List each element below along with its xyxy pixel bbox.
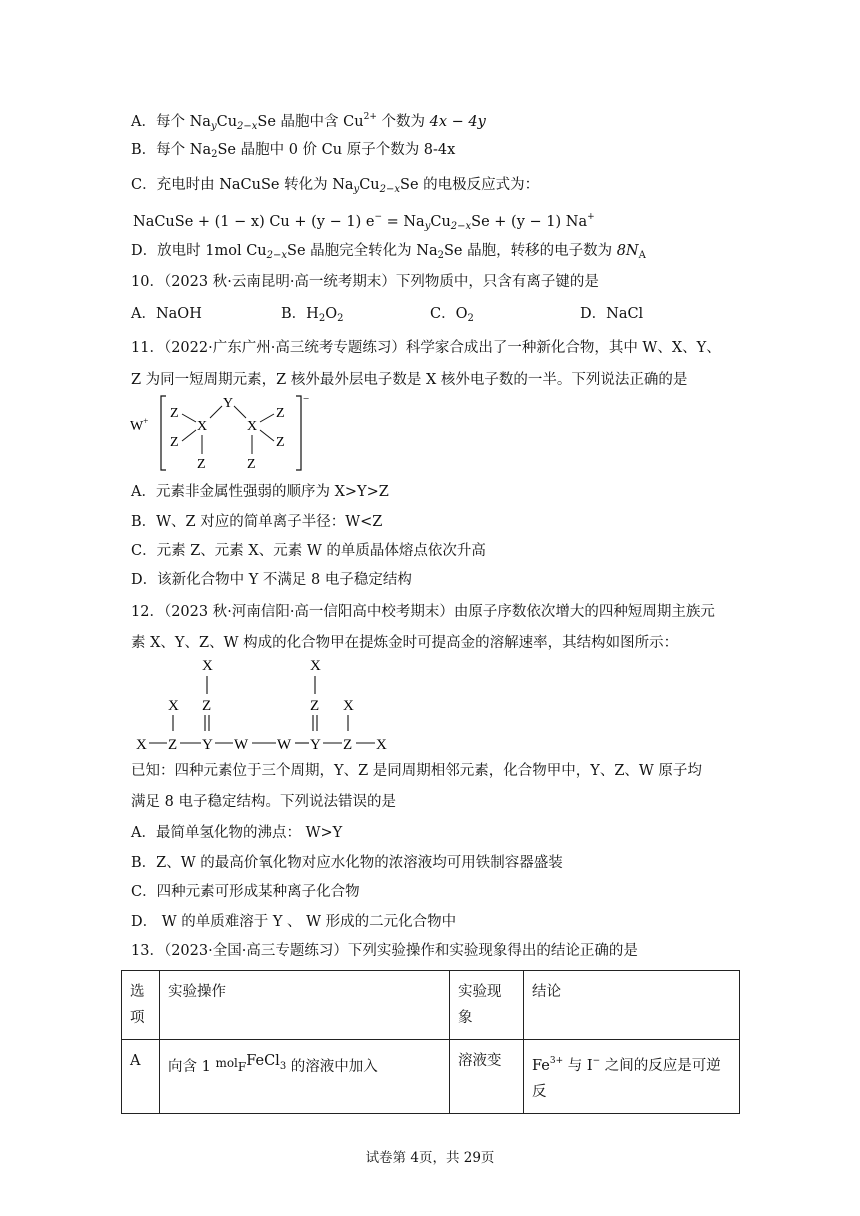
q12-atom-x-chain-right: X: [376, 737, 387, 753]
q11-anion-charge: −: [303, 393, 310, 405]
q11-bond-y-xr: [234, 406, 246, 418]
q12-option-a: A．最简单氢化物的沸点： W>Y: [131, 825, 343, 841]
q9-option-c: C．充电时由 NaCuSe 转化为 $Na_yCu_{2-x}Se$ 的电极反应式为：: [131, 177, 540, 195]
q12-atom-w-chain-left: W: [234, 737, 249, 753]
q12-atom-z-upper-right: Z: [310, 698, 320, 714]
q11-atom-z-2: Z: [170, 435, 179, 450]
row-phenomenon: 溶液变: [450, 1040, 524, 1114]
q9-option-b: B．每个 $Na_2Se$ 晶胞中 0 价 Cu 原子个数为 8-4x: [131, 142, 456, 160]
q11-bond-z1-xl: [182, 414, 196, 422]
q12-atom-x-top-left: X: [202, 658, 213, 674]
q11-atom-z-4: Z: [276, 406, 285, 421]
q11-atom-z-5: Z: [276, 435, 285, 450]
q11-atom-x-left: X: [197, 419, 208, 434]
q12-atom-z-chain-right: Z: [343, 737, 353, 753]
row-conclusion: $Fe^{3+}$ 与 I− 之间的反应是可逆反: [524, 1040, 740, 1114]
q9-option-a: A．每个 $Na_yCu_{2-x}Se$ 晶胞中含 $Cu^{2+}$ 个数为 4x − 4y: [131, 112, 486, 132]
q12-note-line2: 满足 8 电子稳定结构。下列说法错误的是: [131, 794, 396, 810]
q12-atom-z-chain-left: Z: [168, 737, 178, 753]
q10-stem: 10．（2023 秋·云南昆明·高一统考期末）下列物质中，只含有离子键的是: [131, 274, 599, 290]
q12-stem-line2: 素 X、Y、Z、W 构成的化合物甲在提炼金时可提高金的溶解速率，其结构如图所示：: [131, 635, 679, 651]
page-footer: 试卷第 4页，共 29页: [365, 1150, 495, 1166]
q13-experiment-table: [121, 970, 740, 1114]
q12-atom-y-chain-right: Y: [310, 737, 321, 753]
q12-atom-x-upper-right: X: [343, 698, 354, 714]
q12-atom-z-upper-left: Z: [202, 698, 212, 714]
q11-cation: W+: [130, 416, 149, 434]
q10-option-a: A．NaOH: [131, 306, 202, 322]
q11-option-b: B．W、Z 对应的简单离子半径：W<Z: [131, 514, 383, 530]
q12-note-line1: 已知：四种元素位于三个周期，Y、Z 是同周期相邻元素，化合物甲中，Y、Z、W 原子均: [131, 763, 702, 779]
q12-atom-x-upper-left: X: [168, 698, 179, 714]
row-option: A: [122, 1040, 160, 1114]
q11-option-a: A．元素非金属性强弱的顺序为 X>Y>Z: [131, 484, 389, 500]
q12-option-d: D． W 的单质难溶于 Y 、 W 形成的二元化合物中: [131, 914, 457, 930]
table-header-phenomenon: 实验现象: [450, 971, 524, 1040]
q12-option-c: C．四种元素可形成某种离子化合物: [131, 884, 360, 900]
table-row: [122, 1040, 740, 1114]
q11-structure-diagram: [128, 392, 318, 474]
table-header-conclusion: 结论: [524, 971, 740, 1040]
q11-right-bracket: [296, 396, 301, 470]
q11-atom-y: Y: [223, 396, 234, 411]
q11-bond-z5-xr: [260, 430, 274, 441]
table-header-operation: 实验操作: [160, 971, 450, 1040]
q11-option-d: D．该新化合物中 Y 不满足 8 电子稳定结构: [131, 572, 412, 588]
q9-option-c-equation: NaCuSe + (1 − x) Cu + (y − 1) $e^- = Na_yCu_{2-x}Se + (y - 1)$ Na+: [133, 212, 595, 232]
q12-structure-diagram: [132, 654, 402, 756]
q12-atom-y-chain-left: Y: [202, 737, 213, 753]
table-header-option: 选项: [122, 971, 160, 1040]
q12-stem-line1: 12．（2023 秋·河南信阳·高一信阳高中校考期末）由原子序数依次增大的四种短周期主族元: [131, 604, 715, 620]
q10-option-c: C．$O_2$: [430, 306, 474, 324]
q11-stem-line2: Z 为同一短周期元素，Z 核外最外层电子数是 X 核外电子数的一半。下列说法正确的是: [131, 372, 688, 388]
q11-atom-z-3: Z: [197, 457, 206, 472]
q12-atom-x-chain-left: X: [136, 737, 147, 753]
q9-option-d: D．放电时 1mol $Cu_{2-x}Se$ 晶胞完全转化为 $Na_2Se$ 晶胞，转移的电子数为 $8N_A$: [131, 243, 646, 261]
q11-left-bracket: [161, 396, 166, 470]
row-operation: 向含 1 $^{mol}$FFeCl$^3$ 的溶液中加入: [160, 1040, 450, 1114]
q11-atom-z-6: Z: [247, 457, 256, 472]
q12-atom-x-top-right: X: [310, 658, 321, 674]
q11-bond-z4-xr: [260, 414, 274, 422]
table-header-row: [122, 971, 740, 1040]
q10-option-b: B．$H_2O_2$: [281, 306, 344, 324]
q11-bond-z2-xl: [182, 430, 196, 441]
q11-atom-z-1: Z: [170, 406, 179, 421]
q13-stem: 13．（2023·全国·高三专题练习）下列实验操作和实验现象得出的结论正确的是: [131, 943, 638, 959]
q11-atom-x-right: X: [247, 419, 258, 434]
q11-option-c: C．元素 Z、元素 X、元素 W 的单质晶体熔点依次升高: [131, 543, 486, 559]
q11-bond-y-xl: [210, 406, 222, 418]
q11-stem-line1: 11．（2022·广东广州·高三统考专题练习）科学家合成出了一种新化合物，其中 W、X、Y、: [131, 340, 721, 356]
q12-atom-w-chain-right: W: [277, 737, 292, 753]
q12-option-b: B．Z、W 的最高价氧化物对应水化物的浓溶液均可用铁制容器盛装: [131, 855, 563, 871]
q10-option-d: D．NaCl: [580, 306, 644, 322]
